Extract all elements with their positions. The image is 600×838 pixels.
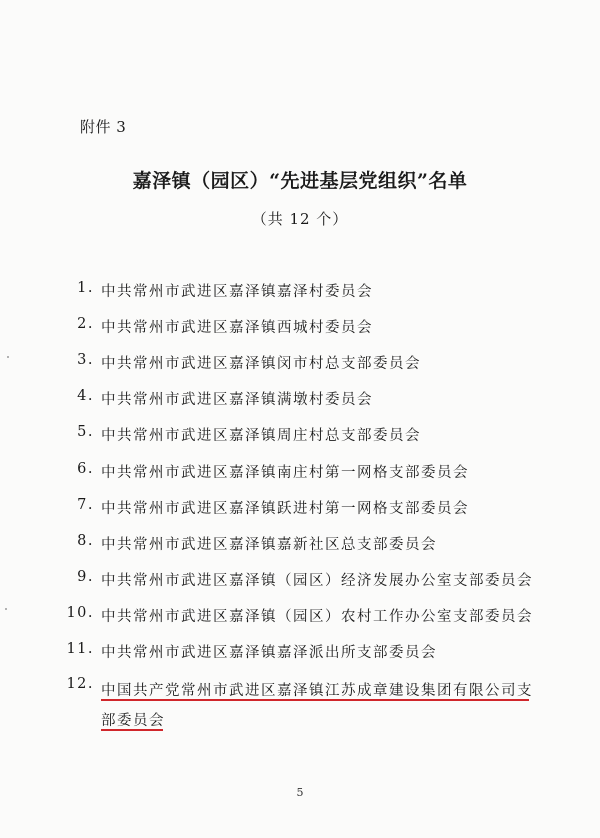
item-number: 7. xyxy=(77,497,94,513)
item-number: 2. xyxy=(77,316,94,332)
item-text: 中共常州市武进区嘉泽镇周庄村总支部委员会 xyxy=(101,428,421,444)
item-text: 中国共产党常州市武进区嘉泽镇江苏成章建设集团有限公司支部委员会 xyxy=(101,683,533,729)
list-item xyxy=(0,605,600,635)
document-title: 嘉泽镇（园区）“先进基层党组织”名单 xyxy=(132,170,468,192)
item-number: 9. xyxy=(77,569,94,585)
list-item xyxy=(0,388,600,418)
item-text: 中共常州市武进区嘉泽镇闵市村总支部委员会 xyxy=(101,356,421,372)
item-text: 中共常州市武进区嘉泽镇嘉泽村委员会 xyxy=(101,284,373,300)
item-text: 中共常州市武进区嘉泽镇（园区）农村工作办公室支部委员会 xyxy=(101,609,533,625)
list-item xyxy=(0,641,600,671)
list-item xyxy=(0,352,600,382)
item-number: 4. xyxy=(77,388,94,404)
item-number: 10. xyxy=(66,605,94,621)
item-text: 中共常州市武进区嘉泽镇南庄村第一网格支部委员会 xyxy=(101,465,469,481)
item-number: 5. xyxy=(77,424,94,440)
list-item xyxy=(0,569,600,599)
scan-speck xyxy=(7,356,9,358)
red-underline xyxy=(101,729,163,731)
page-number: 5 xyxy=(296,786,304,799)
item-text: 中共常州市武进区嘉泽镇嘉新社区总支部委员会 xyxy=(101,537,437,553)
item-number: 6. xyxy=(77,461,94,477)
item-text: 中共常州市武进区嘉泽镇跃进村第一网格支部委员会 xyxy=(101,501,469,517)
item-text: 中共常州市武进区嘉泽镇（园区）经济发展办公室支部委员会 xyxy=(101,573,533,589)
item-text: 中共常州市武进区嘉泽镇嘉泽派出所支部委员会 xyxy=(101,645,437,661)
item-text: 中共常州市武进区嘉泽镇西城村委员会 xyxy=(101,320,373,336)
list-item xyxy=(0,280,600,310)
document-subtitle: （共 12 个） xyxy=(251,210,349,228)
red-underline xyxy=(101,699,529,701)
list-item xyxy=(0,497,600,527)
list-item xyxy=(0,316,600,346)
item-number: 3. xyxy=(77,352,94,368)
item-number: 1. xyxy=(77,280,94,296)
list-item xyxy=(0,461,600,491)
item-text: 中共常州市武进区嘉泽镇满墩村委员会 xyxy=(101,392,373,408)
item-number: 8. xyxy=(77,533,94,549)
item-number: 11. xyxy=(66,641,94,657)
attachment-label: 附件 3 xyxy=(80,118,127,136)
list-item xyxy=(0,533,600,563)
scan-speck xyxy=(5,608,7,610)
list-item xyxy=(0,676,600,736)
list-item xyxy=(0,424,600,454)
item-number: 12. xyxy=(66,676,94,692)
